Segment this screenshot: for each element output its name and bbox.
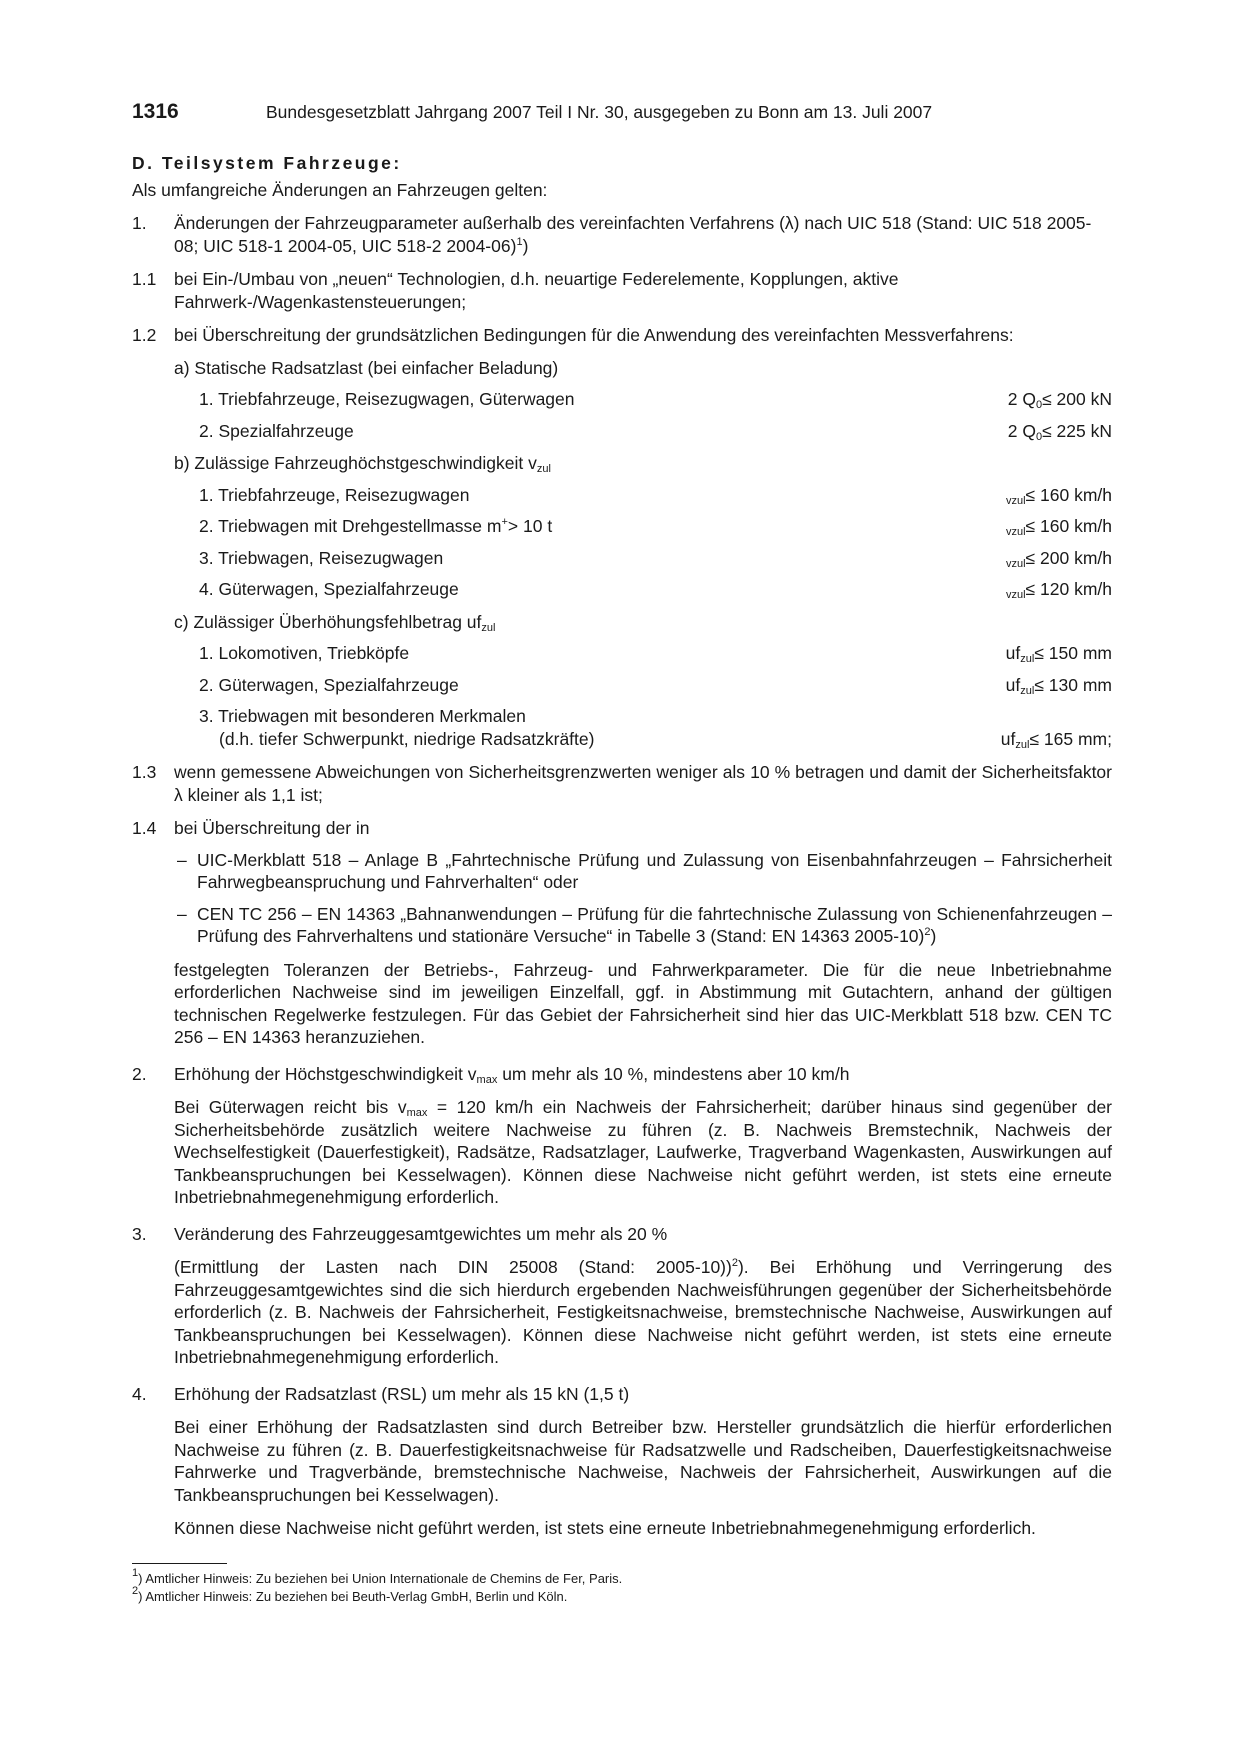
subitem-label: 1. Triebfahrzeuge, Reisezugwagen, Güterwagen [199,389,575,409]
item-1-4 [132,817,1112,840]
item-1-1 [132,268,1112,313]
subitem-b2 [132,515,1112,538]
subitem-label: 4. Güterwagen, Spezialfahrzeuge [199,579,459,599]
page-number: 1316 [132,100,179,123]
footnote-divider [132,1563,227,1564]
item-3 [132,1223,1112,1246]
limit-value: 2 $Q_0\le 200$ kN [1007,389,1112,411]
item-number: 2. [132,1063,147,1084]
subitem-label: 2. Spezialfahrzeuge [199,420,354,441]
item-3-paragraph: (Ermittlung der Lasten nach DIN 25008 (Stand: 2005-10))$^2$). Bei Erhöhung und Verringerung des Fahrzeuggesamtgewichtes sind die sich hierdurch ergebenden Nachweisführungen gegenüber der Sicherheitsbehörde erforderlich (z. B. Nachweis der Fahrsicherheit, Festigkeitsnachweise, bremstechnische Nachweise, Auswirkungen auf Tankbeanspruchungen bei Kesselwagen). Können diese Nachweise nicht geführt werden, ist stets eine erneute Inbetriebnahmegenehmigung erforderlich. [174,1257,1112,1367]
subitem-b4 [132,578,1112,601]
item-text: Erhöhung der Radsatzlast (RSL) um mehr als 15 kN (1,5 t) [174,1383,630,1404]
item-4 [132,1383,1112,1406]
subitem-c3 [132,705,1112,750]
dash-item-uic: – UIC-Merkblatt 518 – Anlage B „Fahrtechnische Prüfung und Zulassung von Eisenbahnfahrzeugen – Fahrsicherheit Fahrwegbeanspruchung und Fahrverhalten“ oder [177,849,1112,892]
footnote-1: $^1$) Amtlicher Hinweis: Zu beziehen bei Union Internationale de Chemins de Fer, Paris. [132,1567,623,1586]
subitem-b3 [132,547,1112,570]
item-number: 1.1 [132,269,157,289]
item-1-4-paragraph: festgelegten Toleranzen der Betriebs-, Fahrzeug- und Fahrwerkparameter. Die für die neue Inbetriebnahme erforderlichen Nachweise sind im jeweiligen Einzelfall, ggf. in Abstimmung mit Gutachtern, anhand der gültigen technischen Regelwerke festzulegen. Für das Gebiet der Fahrsicherheit sind hier das UIC-Merkblatt 518 bzw. CEN TC 256 – EN 14363 heranzuziehen. [174,959,1112,1047]
subitem-label: 1. Lokomotiven, Triebköpfe [199,643,410,663]
subitem-c1 [132,642,1112,665]
subitem-a1 [132,388,1112,411]
item-1-3 [132,761,1112,806]
footnotes [132,1567,623,1606]
item-number: 1. [132,213,147,233]
limit-value: $_{vzul}$≤ 160 km/h [1005,484,1112,507]
subitem-a: a) Statische Radsatzlast (bei einfacher Beladung) [174,357,559,378]
subitem-b1 [132,484,1112,507]
subitem-b: b) Zulässige Fahrzeughöchstgeschwindigkeit $v_{zul}$ [174,453,551,475]
item-1: 1. Änderungen der Fahrzeugparameter außerhalb des vereinfachten Verfahrens (λ) nach UIC 518 (Stand: UIC 518 2005-08; UIC 518-1 2004-05, UIC 518-2 2004-06)$^1$) [132,213,1092,256]
item-4-paragraph-1: Bei einer Erhöhung der Radsatzlasten sind durch Betreiber bzw. Hersteller grundsätzlich die hierfür erforderlichen Nachweise zu führen (z. B. Dauerfestigkeitsnachweise für Radsatzwelle und Radscheiben, Dauerfestigkeitsnachweise Fahrwerke und Tragverbände, bremstechnische Nachweise, Nachweis der Fahrsicherheit, Auswirkungen auf die Tankbeanspruchungen bei Kesselwagen). [174,1417,1112,1505]
footnote-ref: 1 [516,235,523,248]
subitem-label: 2. Triebwagen mit Drehgestellmasse m+> 10 t [199,516,553,536]
item-4-paragraph-2: Können diese Nachweise nicht geführt werden, ist stets eine erneute Inbetriebnahmegenehmigung erforderlich. [174,1518,1036,1538]
limit-value: $uf_{zul}\le 165$ mm; [1000,728,1112,751]
item-text: Änderungen der Fahrzeugparameter außerhalb des vereinfachten Verfahrens (λ) nach UIC 518 (Stand: UIC 518 2005-08; UIC 518-1 2004-05, UIC 518-2 2004-06) [174,213,1092,256]
item-1-2 [132,324,1112,347]
item-text: bei Ein-/Umbau von „neuen“ Technologien, d.h. neuartige Federelemente, Kopplungen, aktive Fahrwerk-/Wagenkastensteuerungen; [174,269,899,312]
limit-value: $_{vzul}$≤ 200 km/h [1005,547,1112,570]
item-2-paragraph: Bei Güterwagen reicht bis $v_{max} = 120$ km/h ein Nachweis der Fahrsicherheit; darüber hinaus sind gegenüber der Sicherheitsbehörde zusätzlich weitere Nachweise zu führen (z. B. Nachweis Bremstechnik, Nachweis der Wechselfestigkeit (Dauerfestigkeit), Radsätze, Radsatzlager, Laufwerke, Tragverband Wagenkasten, Auswirkungen auf Tankbeanspruchungen bei Kesselwagen). Können diese Nachweise nicht geführt werden, ist stets eine erneute Inbetriebnahmegenehmigung erforderlich. [174,1097,1112,1207]
limit-value: $_{vzul}$≤ 120 km/h [1005,579,1112,601]
item-2: 2. Erhöhung der Höchstgeschwindigkeit $v_{max}$ um mehr als 10 %, mindestens aber 10 km/h [132,1063,850,1086]
subitem-a2 [132,420,1112,443]
subitem-label: 3. Triebwagen mit besonderen Merkmalen [199,706,526,726]
subitem-label: 2. Güterwagen, Spezialfahrzeuge [199,674,459,695]
item-number: 4. [132,1383,147,1404]
document-body [132,152,1112,1540]
item-text: bei Überschreitung der in [174,818,370,838]
limit-value: $_{vzul}$≤ 160 km/h [1005,516,1112,538]
section-heading: D. Teilsystem Fahrzeuge: [132,153,402,173]
gazette-header: Bundesgesetzblatt Jahrgang 2007 Teil I Nr. 30, ausgegeben zu Bonn am 13. Juli 2007 [266,102,933,122]
item-number: 1.2 [132,325,157,345]
subitem-label: 3. Triebwagen, Reisezugwagen [199,547,444,568]
footnote-ref: 2 [924,926,931,938]
subitem-c: c) Zulässiger Überhöhungsfehlbetrag $uf_{zul}$ [174,611,496,634]
item-text: wenn gemessene Abweichungen von Sicherheitsgrenzwerten weniger als 10 % betragen und damit der Sicherheitsfaktor λ kleiner als 1,1 ist; [174,762,1112,805]
dash-item-cen: – CEN TC 256 – EN 14363 „Bahnanwendungen – Prüfung für die fahrtechnische Zulassung von Schienenfahrzeugen – Prüfung des Fahrverhaltens und stationäre Versuche“ in Tabelle 3 (Stand: EN 14363 2005-10)$^2$) [177,903,1112,946]
limit-value: 2 $Q_0\le 225$ kN [1007,420,1112,443]
subitem-c2 [132,674,1112,697]
footnote-2: $^2$) Amtlicher Hinweis: Zu beziehen bei Beuth-Verlag GmbH, Berlin und Köln. [132,1585,568,1604]
subitem-label-cont: (d.h. tiefer Schwerpunkt, niedrige Radsatzkräfte) [219,728,595,749]
subitem-label: 1. Triebfahrzeuge, Reisezugwagen [199,484,470,505]
limit-value: $uf_{zul}\le 150$ mm [1005,643,1112,665]
item-number: 1.3 [132,762,157,782]
item-number: 3. [132,1223,147,1244]
item-text: bei Überschreitung der grundsätzlichen Bedingungen für die Anwendung des vereinfachten Messverfahrens: [174,325,1014,345]
limit-value: $uf_{zul}\le 130$ mm [1005,674,1112,697]
item-text: Veränderung des Fahrzeuggesamtgewichtes um mehr als 20 % [174,1223,668,1244]
section-intro: Als umfangreiche Änderungen an Fahrzeugen gelten: [132,179,548,200]
footnote-ref: 2 [731,1257,738,1269]
item-number: 1.4 [132,818,157,838]
